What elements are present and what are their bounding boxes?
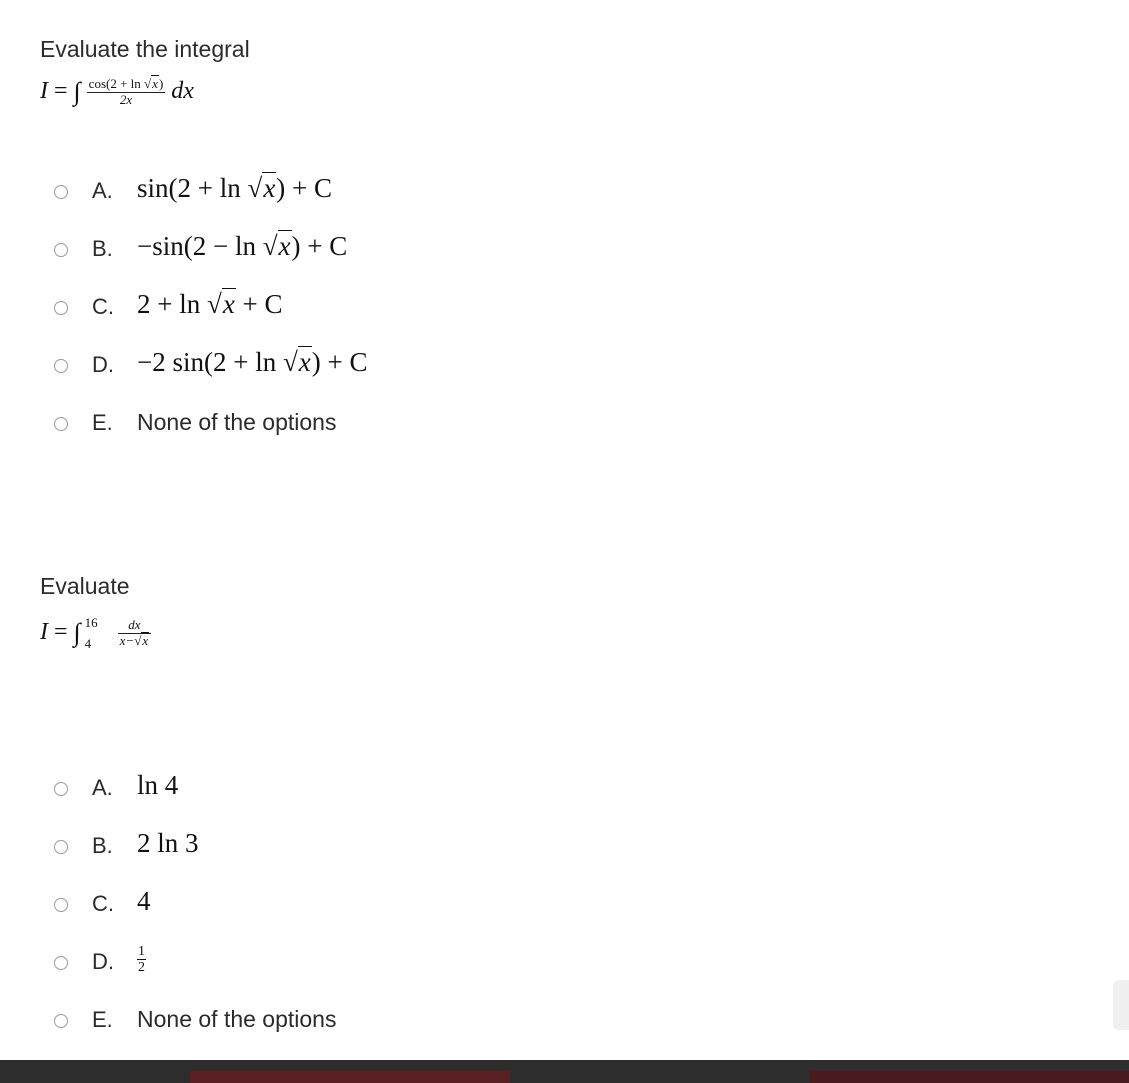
formula-fraction	[87, 77, 166, 108]
sqrt-symbol: √x	[247, 173, 276, 203]
option-letter: E.	[92, 410, 113, 435]
radicand: x	[263, 173, 276, 203]
option-answer	[137, 289, 283, 320]
option-answer	[137, 942, 146, 976]
option-answer	[137, 347, 368, 378]
sqrt-symbol: √x	[262, 231, 291, 261]
answer-part: sin(2 + ln	[137, 173, 248, 203]
scroll-handle[interactable]	[1113, 980, 1129, 1030]
radio-button[interactable]	[54, 898, 68, 912]
option-answer	[137, 173, 332, 204]
integral-sign: ∫	[73, 618, 81, 647]
sqrt-symbol: √x	[134, 632, 149, 648]
question-2-formula	[40, 616, 151, 650]
radicand: x	[142, 632, 149, 648]
radio-button[interactable]	[54, 1014, 68, 1028]
formula-equals: =	[54, 619, 68, 645]
radio-button[interactable]	[54, 840, 68, 854]
question-1	[40, 35, 368, 435]
option-letter: E.	[92, 1007, 113, 1032]
sqrt-symbol: √x	[144, 76, 158, 92]
formula-lhs: I	[40, 619, 48, 645]
option-letter: C.	[92, 891, 114, 916]
answer-part: −sin(2 − ln	[137, 231, 263, 261]
fraction-denominator	[118, 633, 151, 649]
radicand: x	[298, 347, 311, 377]
upper-limit: 16	[84, 615, 98, 631]
answer-part: ) + C	[291, 231, 348, 261]
question-2	[40, 572, 337, 1032]
option-answer: None of the options	[137, 1006, 337, 1032]
denominator-text: x−	[119, 632, 135, 648]
fraction-numerator	[87, 77, 166, 92]
numerator-text: cos(2 + ln	[88, 76, 145, 92]
option-letter: D.	[92, 949, 114, 974]
radio-button[interactable]	[54, 782, 68, 796]
fraction-denominator: 2x	[87, 92, 166, 108]
answer-part: −2 sin(2 + ln	[137, 347, 283, 377]
option-answer: None of the options	[137, 409, 337, 435]
radicand: x	[278, 231, 291, 261]
integral-limits	[85, 616, 98, 650]
question-2-prompt: Evaluate	[40, 573, 130, 599]
option-answer	[137, 231, 347, 262]
radicand: x	[152, 76, 158, 92]
option-letter: C.	[92, 294, 114, 319]
half-fraction	[137, 944, 146, 976]
answer-part: ) + C	[311, 347, 368, 377]
answer-part: ) + C	[276, 173, 333, 203]
formula-fraction	[118, 618, 151, 649]
option-answer: 2 ln 3	[137, 828, 199, 858]
integral-sign: ∫	[73, 77, 81, 106]
radio-button[interactable]	[54, 359, 68, 373]
answer-part: 2 + ln	[137, 289, 207, 319]
option-letter: A.	[92, 178, 113, 203]
formula-equals: =	[54, 78, 68, 104]
fraction-numerator: 1	[138, 943, 145, 959]
question-1-formula	[40, 75, 194, 108]
sqrt-symbol: √x	[282, 347, 311, 377]
option-letter: D.	[92, 352, 114, 377]
question-1-prompt: Evaluate the integral	[40, 36, 250, 62]
answer-part: + C	[235, 289, 283, 319]
taskbar-accent	[810, 1071, 1129, 1083]
numerator-close: )	[158, 76, 164, 92]
radio-button[interactable]	[54, 417, 68, 431]
radio-button[interactable]	[54, 956, 68, 970]
option-answer: ln 4	[137, 770, 179, 800]
radio-button[interactable]	[54, 185, 68, 199]
formula-lhs: I	[40, 78, 48, 104]
fraction-numerator: dx	[128, 617, 141, 633]
formula-differential: dx	[171, 78, 194, 104]
option-answer: 4	[137, 886, 151, 916]
option-letter: B.	[92, 236, 113, 261]
radicand: x	[222, 289, 235, 319]
sqrt-symbol: √x	[206, 289, 235, 319]
fraction-denominator: 2	[138, 960, 145, 976]
taskbar-accent	[190, 1071, 510, 1083]
radio-button[interactable]	[54, 243, 68, 257]
radio-button[interactable]	[54, 301, 68, 315]
option-letter: A.	[92, 775, 113, 800]
lower-limit: 4	[84, 636, 92, 652]
option-letter: B.	[92, 833, 113, 858]
bottom-taskbar	[0, 1060, 1129, 1083]
